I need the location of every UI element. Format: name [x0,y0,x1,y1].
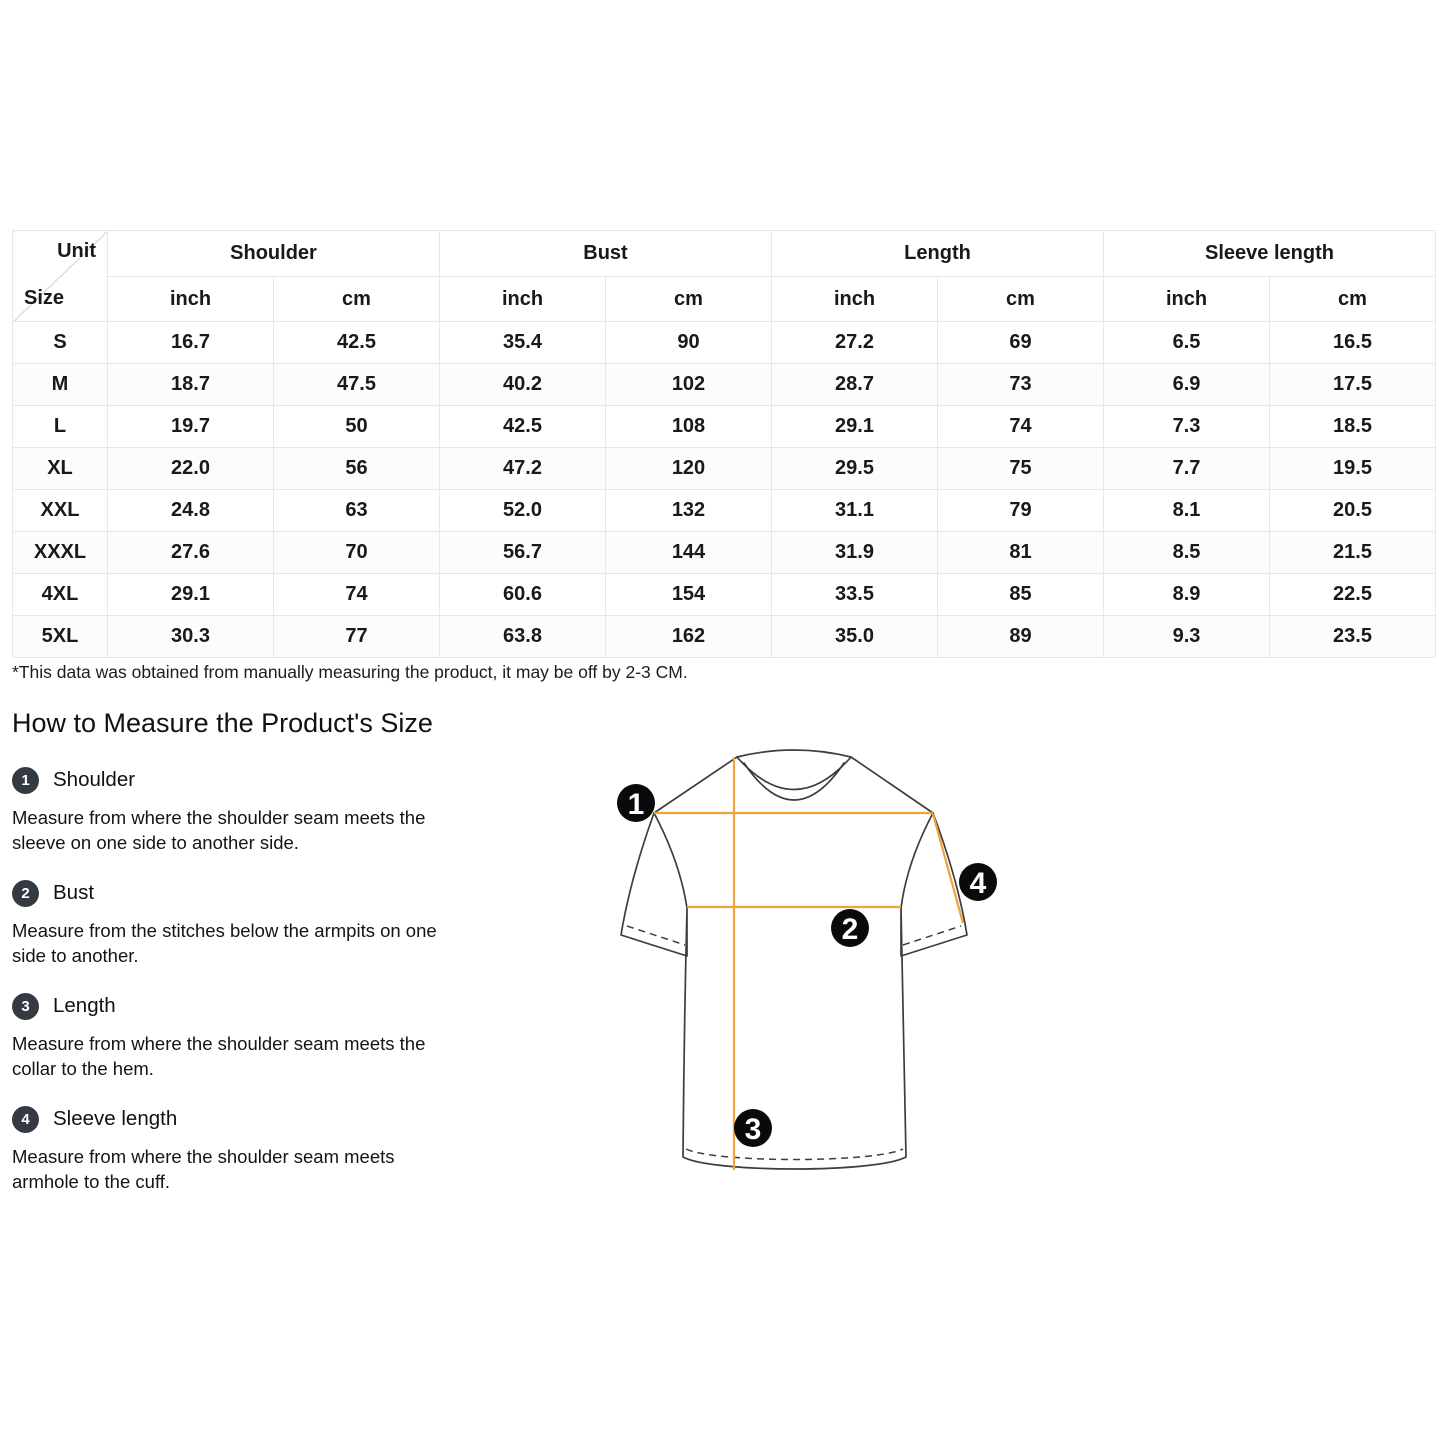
svg-text:4: 4 [969,867,987,900]
size-table-row [13,322,1436,364]
measurement-value: 74 [274,574,440,616]
size-label: XXXL [13,532,108,574]
size-chart-table [12,230,1436,658]
how-to-measure-list [12,766,542,1218]
measurement-value: 69 [938,322,1104,364]
column-group-bust: Bust [440,231,772,277]
size-label: M [13,364,108,406]
table-group-header-row [13,231,1436,277]
step-2-badge: 2 [12,880,39,907]
marker-2-bust [831,909,869,947]
size-table-body [13,322,1436,658]
size-label: 5XL [13,616,108,658]
instruction-text-line: armhole to the cuff. [12,1170,171,1192]
measurement-value: 16.5 [1270,322,1436,364]
marker-3-length [734,1109,772,1147]
instruction-sleeve-length [12,1105,542,1133]
instruction-title-shoulder: Shoulder [53,768,136,791]
corner-unit-label: Unit [57,240,96,262]
measurement-value: 31.9 [772,532,938,574]
how-to-measure-heading: How to Measure the Product's Size [12,708,433,738]
size-table-row [13,616,1436,658]
measurement-value: 70 [274,532,440,574]
measurement-value: 8.9 [1104,574,1270,616]
measurement-value: 89 [938,616,1104,658]
measurement-value: 8.5 [1104,532,1270,574]
measurement-value: 18.5 [1270,406,1436,448]
size-label: XXL [13,490,108,532]
table-unit-header-row [13,277,1436,322]
measurement-value: 29.5 [772,448,938,490]
measurement-value: 102 [606,364,772,406]
size-table-row [13,490,1436,532]
tshirt-measurement-diagram [590,730,1020,1200]
measurement-value: 6.5 [1104,322,1270,364]
step-4-badge: 4 [12,1106,39,1133]
marker-1-shoulder [617,784,655,822]
corner-labels [13,231,107,321]
instruction-shoulder [12,766,542,794]
instruction-title-bust: Bust [53,881,95,904]
svg-text:1: 1 [627,788,645,821]
measurement-value: 162 [606,616,772,658]
length-inch-header: inch [772,277,938,322]
unit-size-corner-cell [13,231,108,322]
measurement-value: 22.5 [1270,574,1436,616]
instruction-text-sleeve-length [12,1145,542,1194]
measurement-value: 29.1 [108,574,274,616]
sleeve-cm-header: cm [1270,277,1436,322]
measurement-value: 60.6 [440,574,606,616]
instruction-text-line: Measure from the stitches below the armpits on one [12,920,437,941]
measurement-value: 120 [606,448,772,490]
measurement-value: 19.7 [108,406,274,448]
corner-size-label: Size [24,287,65,309]
size-label: 4XL [13,574,108,616]
measurement-value: 74 [938,406,1104,448]
instruction-text-line: side to another. [12,944,139,966]
measurement-value: 18.7 [108,364,274,406]
column-group-length: Length [772,231,1104,277]
size-table-row [13,532,1436,574]
marker-4-sleeve-length [959,863,997,901]
shoulder-inch-header: inch [108,277,274,322]
column-group-sleeve-length: Sleeve length [1104,231,1436,277]
column-group-shoulder: Shoulder [108,231,440,277]
measurement-value: 17.5 [1270,364,1436,406]
step-1-badge: 1 [12,767,39,794]
measurement-value: 47.5 [274,364,440,406]
measurement-value: 81 [938,532,1104,574]
size-table-row [13,364,1436,406]
size-label: XL [13,448,108,490]
measurement-value: 27.6 [108,532,274,574]
measurement-value: 30.3 [108,616,274,658]
measurement-value: 47.2 [440,448,606,490]
measurement-value: 31.1 [772,490,938,532]
measurement-value: 132 [606,490,772,532]
measurement-value: 85 [938,574,1104,616]
measurement-value: 7.3 [1104,406,1270,448]
instruction-text-line: sleeve on one side to another side. [12,831,299,853]
svg-text:3: 3 [744,1113,762,1146]
svg-text:2: 2 [841,913,859,946]
instruction-text-shoulder [12,806,542,855]
instruction-text-line: collar to the hem. [12,1057,154,1079]
instruction-title-sleeve-length: Sleeve length [53,1107,178,1130]
measurement-value: 42.5 [440,406,606,448]
measurement-value: 75 [938,448,1104,490]
measurement-value: 16.7 [108,322,274,364]
measurement-value: 19.5 [1270,448,1436,490]
bust-inch-header: inch [440,277,606,322]
measurement-value: 22.0 [108,448,274,490]
measurement-value: 42.5 [274,322,440,364]
measurement-value: 9.3 [1104,616,1270,658]
instruction-bust [12,879,542,907]
measurement-value: 56.7 [440,532,606,574]
sleeve-inch-header: inch [1104,277,1270,322]
shoulder-cm-header: cm [274,277,440,322]
instruction-text-length [12,1032,542,1081]
measurement-value: 63 [274,490,440,532]
measurement-value: 28.7 [772,364,938,406]
measurement-value: 33.5 [772,574,938,616]
measurement-value: 6.9 [1104,364,1270,406]
measurement-value: 154 [606,574,772,616]
measurement-value: 144 [606,532,772,574]
measurement-value: 23.5 [1270,616,1436,658]
measurement-disclaimer: *This data was obtained from manually measuring the product, it may be off by 2-3 CM. [12,662,688,682]
size-table-row [13,448,1436,490]
measurement-value: 56 [274,448,440,490]
size-label: S [13,322,108,364]
measurement-value: 35.0 [772,616,938,658]
size-label: L [13,406,108,448]
measurement-value: 52.0 [440,490,606,532]
measurement-value: 79 [938,490,1104,532]
measurement-value: 35.4 [440,322,606,364]
measurement-value: 63.8 [440,616,606,658]
step-3-badge: 3 [12,993,39,1020]
instruction-text-line: Measure from where the shoulder seam meets the [12,1033,426,1054]
instruction-title-length: Length [53,994,116,1017]
instruction-length [12,992,542,1020]
measurement-value: 24.8 [108,490,274,532]
measurement-value: 21.5 [1270,532,1436,574]
size-table-row [13,406,1436,448]
measurement-value: 40.2 [440,364,606,406]
measurement-value: 7.7 [1104,448,1270,490]
instruction-text-bust [12,919,542,968]
measurement-value: 27.2 [772,322,938,364]
measurement-value: 8.1 [1104,490,1270,532]
measurement-value: 73 [938,364,1104,406]
length-cm-header: cm [938,277,1104,322]
instruction-text-line: Measure from where the shoulder seam meets the [12,807,426,828]
bust-cm-header: cm [606,277,772,322]
size-table-row [13,574,1436,616]
measurement-value: 29.1 [772,406,938,448]
measurement-value: 20.5 [1270,490,1436,532]
measurement-value: 50 [274,406,440,448]
measurement-value: 90 [606,322,772,364]
measurement-value: 108 [606,406,772,448]
measurement-value: 77 [274,616,440,658]
instruction-text-line: Measure from where the shoulder seam meets [12,1146,395,1167]
